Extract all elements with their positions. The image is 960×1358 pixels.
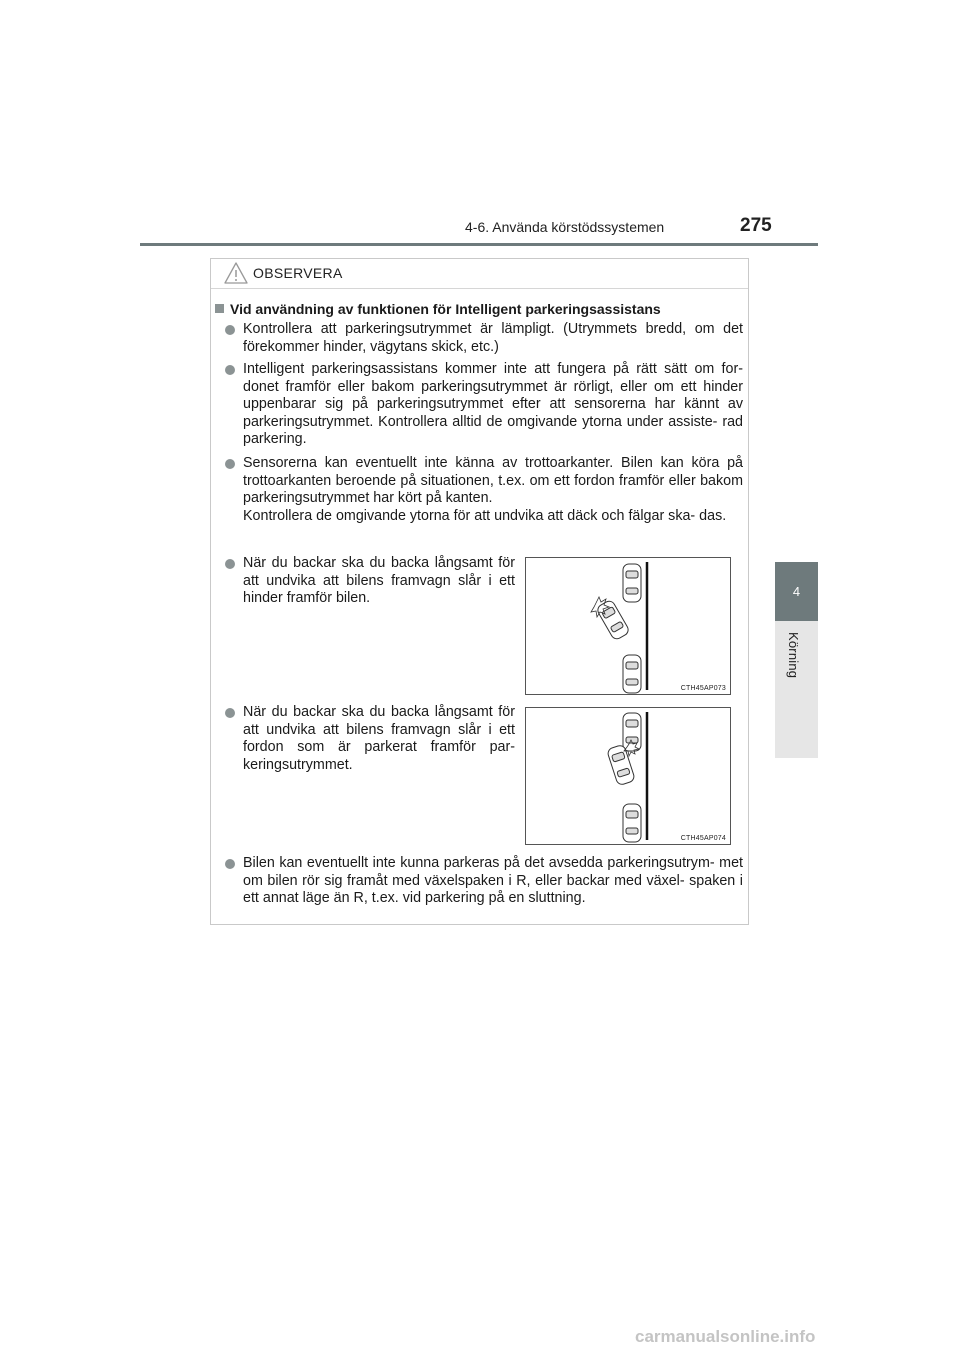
bullet-dot-icon [225, 559, 235, 569]
list-item-text: Kontrollera att parkeringsutrymmet är lämpligt. (Utrymmets bredd, om det förekommer hinder, vägytans skick, etc.) [243, 321, 743, 355]
list-item-text: När du backar ska du backa långsamt för att undvika att bilens framvagn slår i ett hinder framför bilen. [243, 555, 515, 607]
list-item [225, 361, 743, 449]
parked-car-rear [623, 655, 641, 693]
parked-car-rear [623, 804, 641, 842]
running-header-section: 4-6. Använda körstödssystemen [465, 219, 665, 235]
page-number: 275 [740, 215, 772, 236]
figure-code: CTH45AP074 [680, 835, 726, 842]
warning-triangle-icon [224, 262, 248, 284]
parked-car-front [623, 713, 641, 751]
figure-obstacle [525, 557, 731, 695]
header-divider [140, 243, 818, 246]
figure-vehicle [525, 707, 731, 845]
chapter-tab: 4 [775, 562, 818, 621]
list-item [225, 555, 515, 608]
reversing-car [596, 599, 631, 641]
notice-title: OBSERVERA [253, 265, 343, 281]
list-item-text: Sensorerna kan eventuellt inte känna av trottoarkanter. Bilen kan köra på trottoarkanten beroende på situationen, t.ex. om ett fordon framför eller bakom parkeringsutrymmet har kört på kanten. [243, 455, 743, 507]
list-item [225, 455, 743, 525]
list-item [225, 321, 743, 356]
bullet-dot-icon [225, 365, 235, 375]
section-heading [215, 301, 661, 317]
list-item-continuation: Kontrollera de omgivande ytorna för att undvika att däck och fälgar ska- das. [243, 507, 727, 524]
chapter-label: Körning [786, 632, 801, 679]
bullet-dot-icon [225, 859, 235, 869]
section-heading-text: Vid användning av funktionen för Intelligent parkeringsassistans [230, 301, 661, 317]
parked-car-front [623, 564, 641, 602]
square-bullet-icon [215, 304, 224, 313]
list-item [225, 704, 515, 774]
parking-diagram-obstacle [526, 558, 730, 694]
bullet-dot-icon [225, 708, 235, 718]
bullet-dot-icon [225, 325, 235, 335]
parking-diagram-vehicle [526, 708, 730, 844]
notice-header [211, 259, 748, 289]
figure-code: CTH45AP073 [680, 685, 726, 692]
bullet-dot-icon [225, 459, 235, 469]
list-item-text: Bilen kan eventuellt inte kunna parkeras på det avsedda parkeringsutrym- met om bilen rör sig framåt med växelspaken i R, eller backar med växel- spaken i ett annat läge än R, t.ex. vid parkering på en sluttning. [243, 855, 743, 907]
list-item-text: När du backar ska du backa långsamt för att undvika att bilens framvagn slår i ett fordon som är parkerat framför par- keringsutrymmet. [243, 704, 515, 773]
watermark: carmanualsonline.info [635, 1327, 816, 1346]
list-item [225, 855, 743, 908]
list-item-text: Intelligent parkeringsassistans kommer inte att fungera på rätt sätt om for- donet framför eller bakom parkeringsutrymmet är rörligt, eller om ett hinder uppenbarar sig på parkeringsutrymmet efter att sensorerna har kännt av parkeringsutrymmet. Kontrollera alltid de omgivande ytorna under assiste- rad parkering. [243, 361, 743, 448]
